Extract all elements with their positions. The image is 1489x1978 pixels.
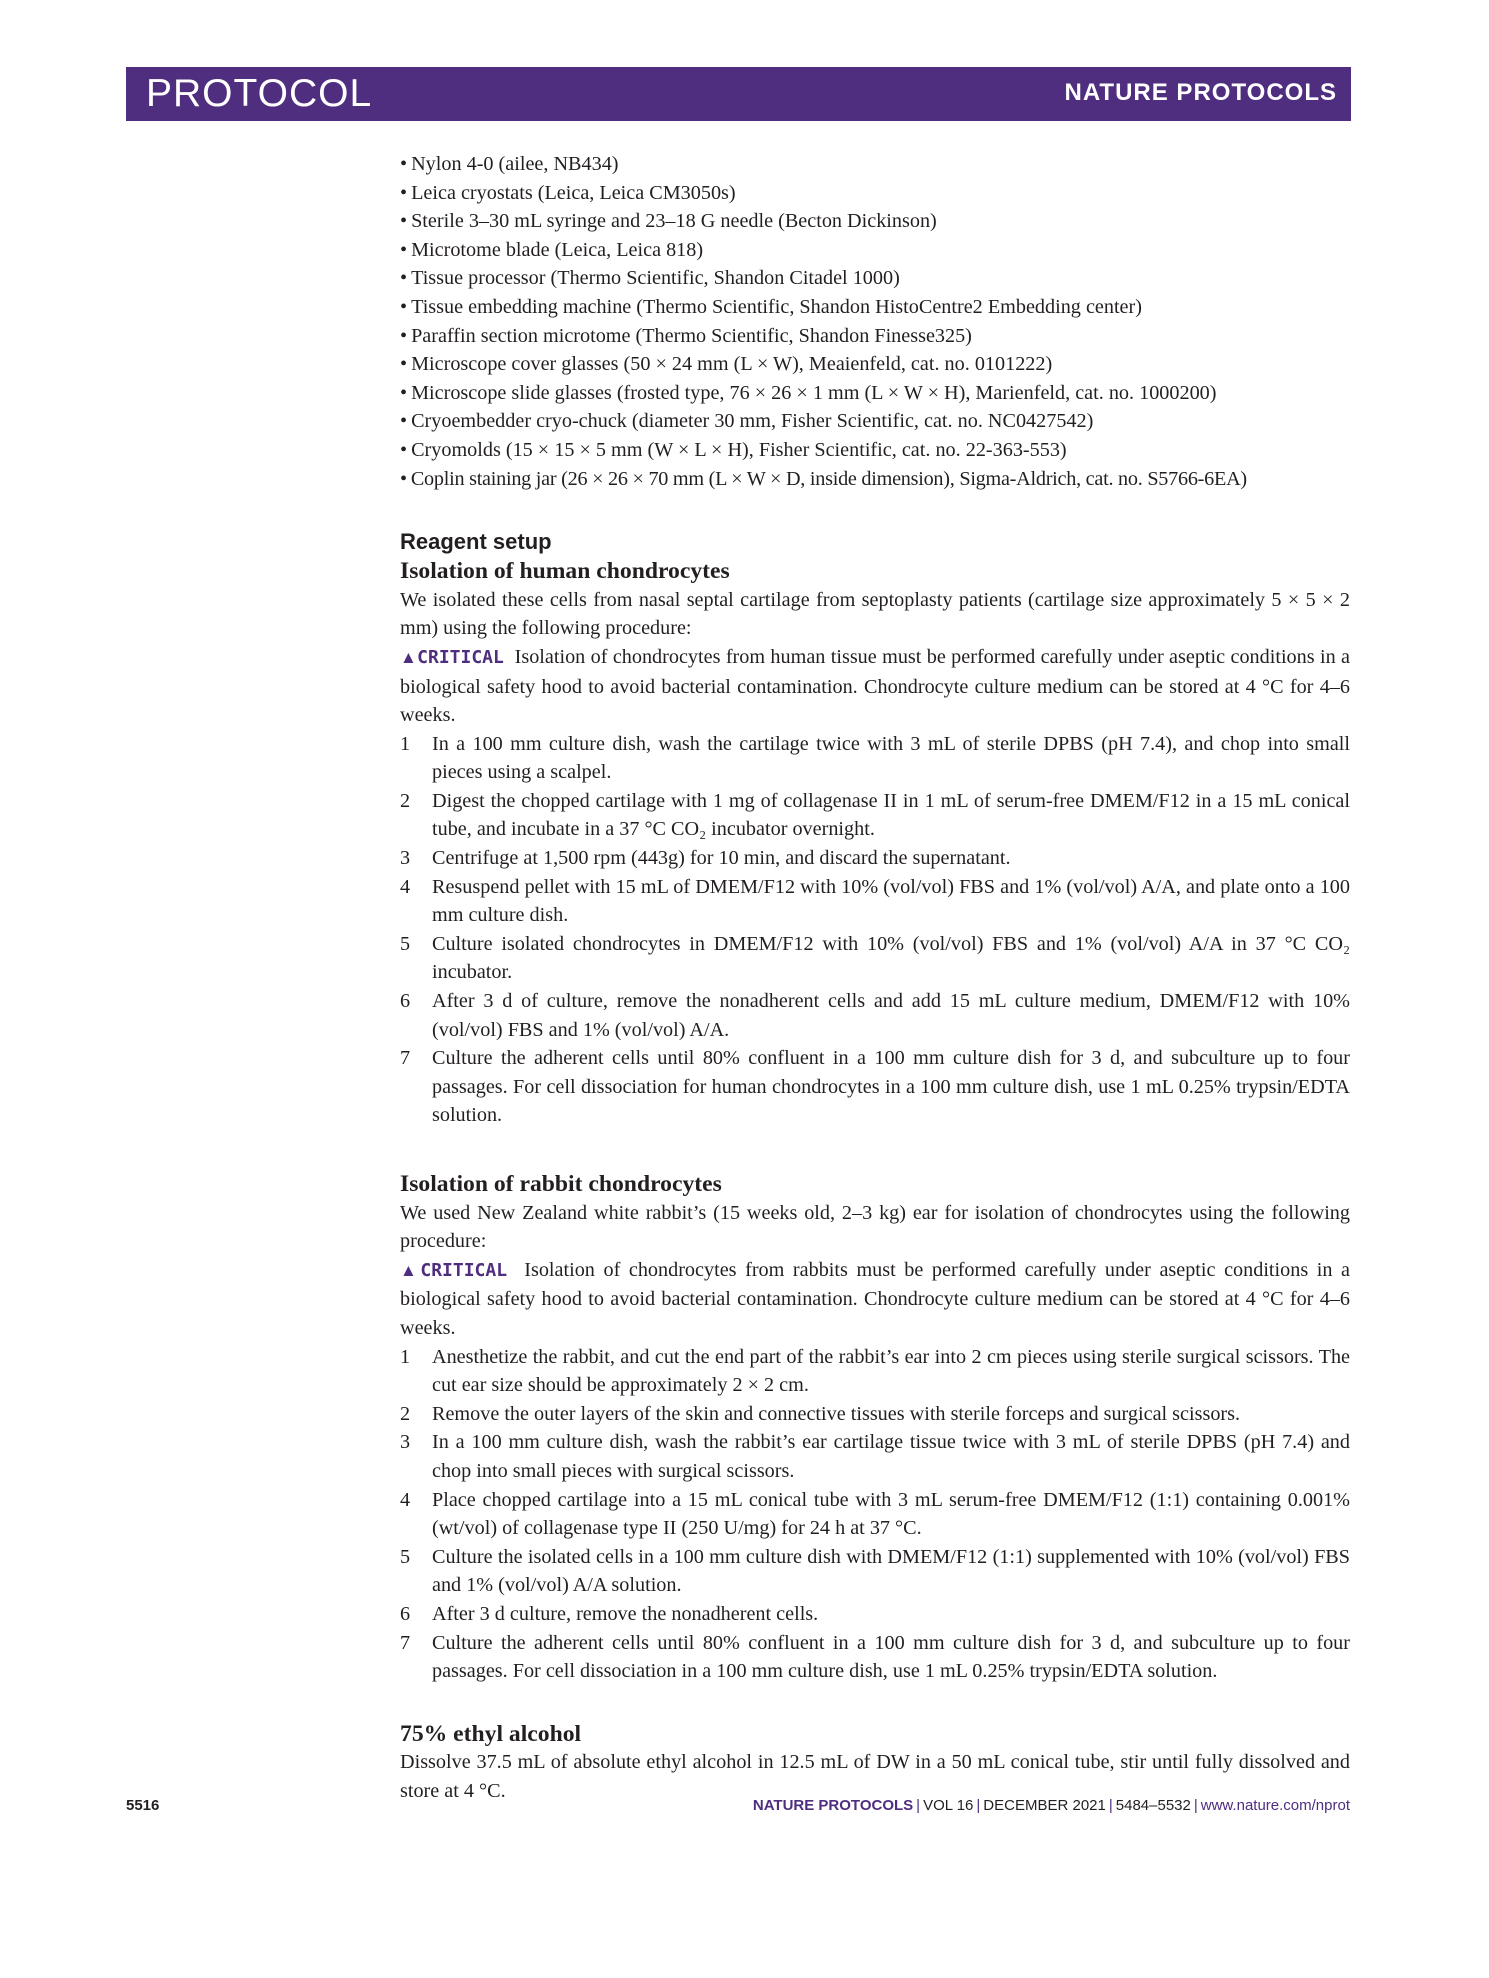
list-item: 3 In a 100 mm culture dish, wash the rabbit’s ear cartilage tissue twice with 3 mL of sterile DPBS (pH 7.4) and chop into small pieces with surgical scissors. [400,1431,1350,1482]
subsection-heading-ethanol: 75% ethyl alcohol [400,1720,582,1747]
list-item: 1 Anesthetize the rabbit, and cut the end part of the rabbit’s ear into 2 cm pieces using sterile surgical scissors. The cut ear size should be approximately 2 × 2 cm. [400,1345,1350,1397]
footer-date: DECEMBER 2021 [983,1797,1106,1814]
bullet-icon: • [400,153,408,175]
list-item: 3 Centrifuge at 1,500 rpm (443g) for 10 min, and discard the supernatant. [400,847,1011,870]
list-item: 5 Culture the isolated cells in a 100 mm culture dish with DMEM/F12 (1:1) supplemented with 10% (vol/vol) FBS and 1% (vol/vol) A/A solution. [400,1545,1350,1597]
list-item: • Paraffin section microtome (Thermo Scientific, Shandon Finesse325) [400,322,1350,351]
list-item: 2 Remove the outer layers of the skin and connective tissues with sterile forceps and surgical scissors. [400,1402,1241,1425]
list-item: • Tissue processor (Thermo Scientific, Shandon Citadel 1000) [400,264,1350,293]
list-item: • Tissue embedding machine (Thermo Scientific, Shandon HistoCentre2 Embedding center) [400,293,1350,322]
subsection-heading-human: Isolation of human chondrocytes [400,558,730,585]
bullet-icon: • [400,410,408,433]
ethanol-paragraph: Dissolve 37.5 mL of absolute ethyl alcohol in 12.5 mL of DW in a 50 mL conical tube, stir until fully dissolved and store at 4 °C. [400,1751,1350,1802]
list-item: • Microtome blade (Leica, Leica 818) [400,236,1350,265]
header-section-label: PROTOCOL [146,72,373,115]
list-item: • Cryomolds (15 × 15 × 5 mm (W × L × H), Fisher Scientific, cat. no. 22-363-553) [400,436,1350,465]
footer-journal: NATURE PROTOCOLS [752,1797,914,1814]
list-item: • Microscope slide glasses (frosted type, 76 × 26 × 1 mm (L × W × H), Marienfeld, cat. no. 1000200) [400,379,1350,408]
list-item: • Coplin staining jar (26 × 26 × 70 mm (L × W × D, inside dimension), Sigma-Aldrich, cat. no. S5766-6EA) [400,465,1350,494]
list-item: 4 Resuspend pellet with 15 mL of DMEM/F12 with 10% (vol/vol) FBS and 1% (vol/vol) A/A, and plate onto a 100 mm culture dish. [400,875,1350,927]
list-item: 4 Place chopped cartilage into a 15 mL conical tube with 3 mL serum-free DMEM/F12 (1:1) containing 0.001% (wt/vol) of collagenase type II (250 U/mg) for 24 h at 37 °C. [400,1488,1350,1540]
critical-text: Isolation of chondrocytes from rabbits must be performed carefully under aseptic conditions in a biological safety hood to avoid bacterial contamination. Chondrocyte culture medium can be stored at 4 °C for 4–6 weeks. [400,1258,1351,1339]
subsection-heading-rabbit: Isolation of rabbit chondrocytes [400,1171,722,1197]
list-item: • Cryoembedder cryo-chuck (diameter 30 mm, Fisher Scientific, cat. no. NC0427542) [400,407,1350,436]
header-journal-name: NATURE PROTOCOLS [1064,79,1337,106]
footer-citation: NATURE PROTOCOLS | VOL 16 | DECEMBER 2021 | 5484–5532 | www.nature.com/nprot [752,1797,1350,1814]
rabbit-steps-list [400,1343,1350,1686]
bullet-icon: • [400,267,408,290]
bullet-icon: • [400,467,407,490]
critical-label: CRITICAL [420,1259,508,1281]
bullet-icon: • [400,210,408,233]
bullet-icon: • [400,353,408,376]
section-heading-reagent-setup: Reagent setup [400,529,552,555]
list-item: • Sterile 3–30 mL syringe and 23–18 G needle (Becton Dickinson) [400,207,1350,236]
warning-triangle-icon: ▲ [400,647,418,667]
rabbit-intro-paragraph: We used New Zealand white rabbit’s (15 weeks old, 2–3 kg) ear for isolation of chondrocytes using the following procedure: [400,1201,1350,1253]
main-content [400,150,1350,1805]
footer-volume: VOL 16 [923,1797,974,1814]
critical-text: Isolation of chondrocytes from human tissue must be performed carefully under aseptic conditions in a biological safety hood to avoid bacterial contamination. Chondrocyte culture medium can be stored at 4 °C for 4–6 weeks. [400,645,1350,727]
bullet-icon: • [400,381,408,404]
list-item: 1 In a 100 mm culture dish, wash the cartilage twice with 3 mL of sterile DPBS (pH 7.4), and chop into small pieces using a scalpel. [400,732,1350,784]
bullet-icon: • [400,295,408,318]
list-item: 6 After 3 d culture, remove the nonadherent cells. [400,1602,819,1625]
footer-url-link[interactable]: www.nature.com/nprot [1200,1797,1350,1814]
page-number: 5516 [126,1797,160,1814]
human-steps-list [400,730,1350,1130]
rabbit-critical-note [400,1256,1350,1343]
critical-label: CRITICAL [417,646,504,668]
footer-pages: 5484–5532 [1115,1797,1191,1814]
human-critical-note [400,643,1350,730]
bullet-icon: • [400,181,408,204]
list-item: 7 Culture the adherent cells until 80% confluent in a 100 mm culture dish for 3 d, and subculture up to four passages. For cell dissociation for human chondrocytes in a 100 mm culture dish, use 1 mL 0.25% trypsin/EDTA solution. [400,1047,1350,1127]
equipment-list [400,150,1350,493]
list-item: • Nylon 4-0 (ailee, NB434) [400,150,1350,179]
list-item: • Leica cryostats (Leica, Leica CM3050s) [400,179,1350,208]
list-item: 2 Digest the chopped cartilage with 1 mg of collagenase II in 1 mL of serum-free DMEM/F12 in a 15 mL conical tube, and incubate in a 37 °C CO₂ incubator overnight. [400,789,1350,841]
warning-triangle-icon: ▲ [400,1260,421,1280]
human-intro-paragraph: We isolated these cells from nasal septal cartilage from septoplasty patients (cartilage size approximately 5 × 5 × 2 mm) using the following procedure: [400,588,1350,640]
list-item: • Microscope cover glasses (50 × 24 mm (L × W), Meaienfeld, cat. no. 0101222) [400,350,1350,379]
bullet-icon: • [400,438,408,461]
header-banner [126,67,1351,121]
list-item: 7 Culture the adherent cells until 80% confluent in a 100 mm culture dish for 3 d, and subculture up to four passages. For cell dissociation in a 100 mm culture dish, use 1 mL 0.25% trypsin/EDTA solution. [400,1631,1350,1683]
list-item: 5 Culture isolated chondrocytes in DMEM/F12 with 10% (vol/vol) FBS and 1% (vol/vol) A/A in 37 °C CO₂ incubator. [400,932,1350,984]
list-item: 6 After 3 d of culture, remove the nonadherent cells and add 15 mL culture medium, DMEM/F12 with 10% (vol/vol) FBS and 1% (vol/vol) A/A. [400,990,1350,1041]
bullet-icon: • [400,324,408,347]
bullet-icon: • [400,238,408,261]
